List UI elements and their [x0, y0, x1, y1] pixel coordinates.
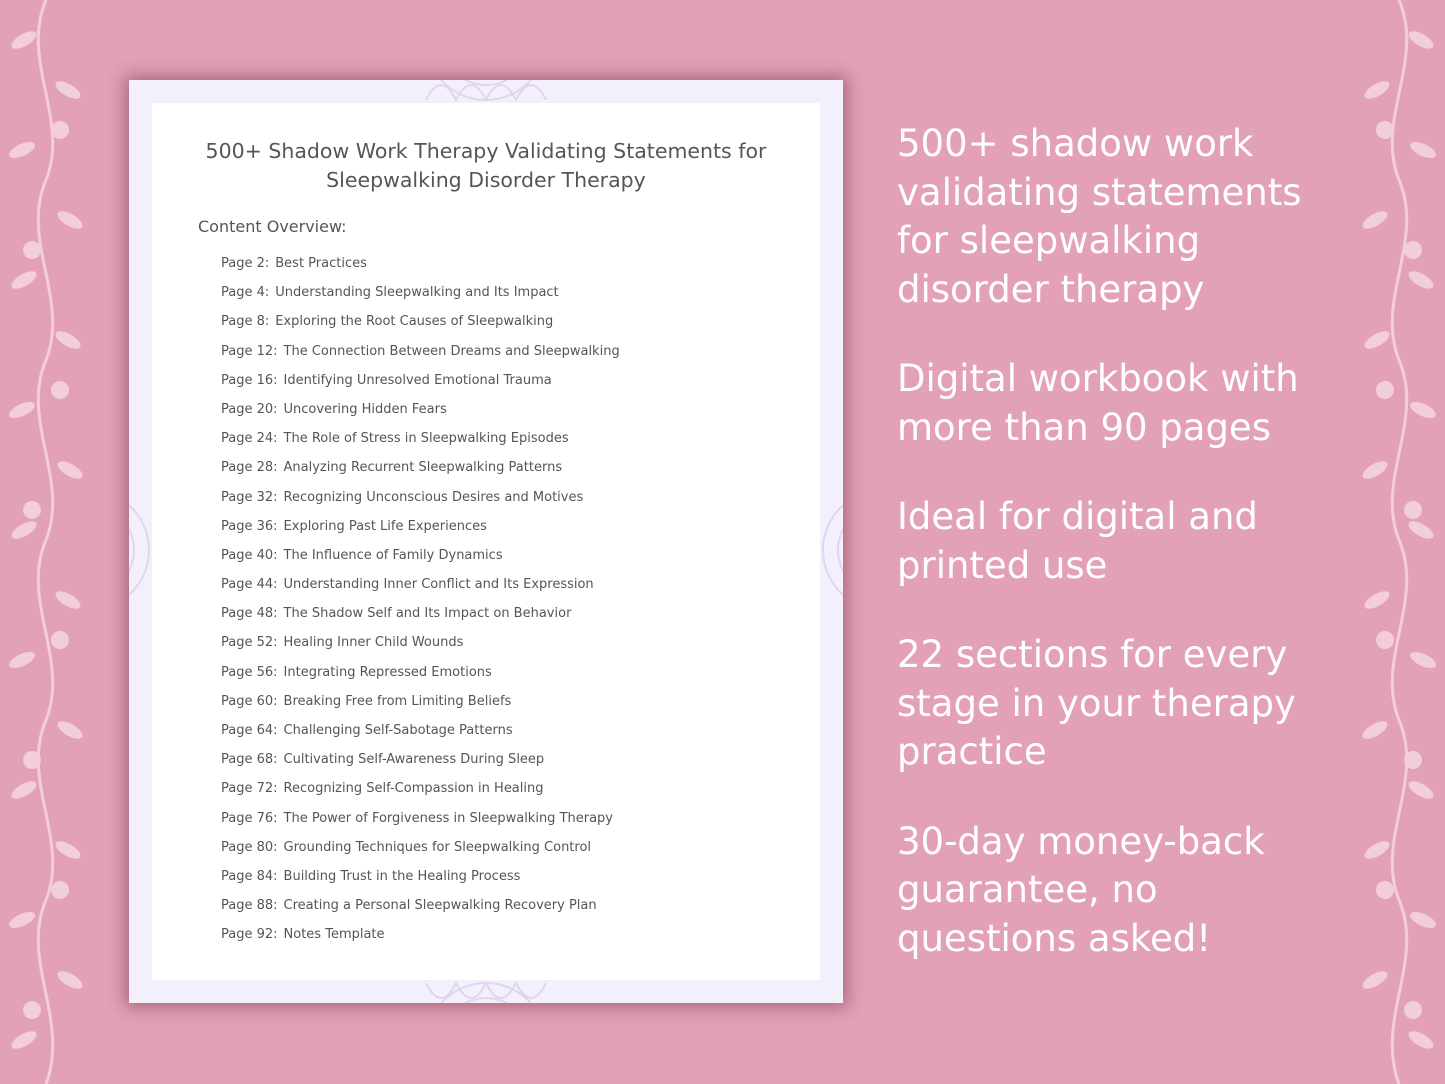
document-title-line-2: Sleepwalking Disorder Therapy: [326, 168, 646, 192]
toc-section-title: Notes Template: [283, 927, 385, 943]
toc-section-title: Best Practices: [275, 256, 367, 271]
toc-page-number: Page 48:: [221, 606, 278, 622]
toc-page-number: Page 52:: [221, 635, 278, 651]
toc-page-number: Page 80:: [221, 839, 278, 855]
toc-page-number: Page 84:: [221, 868, 278, 884]
toc-item: [221, 342, 620, 371]
toc-section-title: The Role of Stress in Sleepwalking Episodes: [283, 431, 569, 447]
toc-item: [221, 546, 620, 575]
toc-item: [221, 779, 620, 808]
feature-text-line: Ideal for digital and: [897, 495, 1258, 538]
toc-item: [221, 458, 620, 487]
toc-item: [221, 692, 620, 721]
toc-section-title: Creating a Personal Sleepwalking Recovery Plan: [283, 898, 597, 914]
feature-text-line: for sleepwalking: [897, 219, 1201, 262]
feature-text-line: more than 90 pages: [897, 405, 1271, 449]
toc-page-number: Page 44:: [221, 577, 278, 593]
toc-item: [221, 867, 620, 896]
toc-page-number: Page 88:: [221, 898, 278, 914]
toc-page-number: Page 16:: [221, 372, 278, 388]
toc-item: [221, 663, 620, 692]
toc-page-number: Page 24:: [221, 431, 278, 447]
feature-item: [897, 120, 1337, 314]
feature-text-line: 500+ shadow work: [897, 122, 1254, 165]
toc-section-title: Recognizing Self-Compassion in Healing: [283, 781, 544, 797]
toc-section-title: Exploring Past Life Experiences: [283, 518, 487, 534]
toc-page-number: Page 64:: [221, 723, 278, 738]
toc-item: [221, 575, 620, 604]
document-preview: [129, 80, 843, 1003]
toc-section-title: Breaking Free from Limiting Beliefs: [283, 693, 512, 709]
feature-text-line: printed use: [897, 543, 1108, 587]
toc-page-number: Page 92:: [221, 927, 278, 943]
toc-item: [221, 838, 620, 867]
toc-item: [221, 488, 620, 517]
feature-text-line: 30-day money-back: [897, 819, 1265, 863]
toc-page-number: Page 76:: [221, 810, 278, 826]
toc-item: [221, 429, 620, 458]
toc-item: [221, 283, 620, 312]
toc-section-title: Healing Inner Child Wounds: [283, 635, 464, 651]
table-of-contents: [221, 254, 620, 955]
feature-item: [897, 818, 1337, 964]
toc-item: [221, 517, 620, 546]
toc-section-title: Challenging Self-Sabotage Patterns: [283, 723, 513, 738]
floral-vine-right-icon: [1353, 0, 1445, 1084]
toc-page-number: Page 28:: [221, 460, 278, 476]
toc-section-title: Building Trust in the Healing Process: [283, 868, 521, 884]
toc-item: [221, 400, 620, 429]
feature-text-line: validating statements: [897, 170, 1302, 214]
document-page: [152, 103, 820, 980]
toc-item: [221, 809, 620, 838]
toc-item: [221, 604, 620, 633]
toc-item: [221, 371, 620, 400]
toc-section-title: Uncovering Hidden Fears: [283, 401, 447, 417]
content-overview-label: Content Overview:: [198, 217, 347, 236]
toc-section-title: Understanding Inner Conflict and Its Expression: [283, 577, 594, 593]
toc-item: [221, 633, 620, 662]
toc-page-number: Page 20:: [221, 401, 278, 417]
toc-section-title: Recognizing Unconscious Desires and Motives: [283, 489, 584, 505]
document-title: [172, 137, 800, 195]
feature-text-line: 22 sections for every: [897, 633, 1288, 676]
toc-item: [221, 254, 620, 283]
toc-section-title: Analyzing Recurrent Sleepwalking Patterns: [283, 460, 563, 476]
toc-item: [221, 312, 620, 341]
feature-text-line: practice: [897, 730, 1047, 773]
document-title-line-1: 500+ Shadow Work Therapy Validating Statements for: [205, 139, 767, 163]
toc-page-number: Page 68:: [221, 752, 278, 768]
toc-page-number: Page 12:: [221, 343, 278, 359]
toc-page-number: Page 8:: [221, 314, 270, 330]
toc-page-number: Page 36:: [221, 518, 278, 534]
toc-section-title: Identifying Unresolved Emotional Trauma: [283, 372, 552, 388]
toc-item: [221, 925, 620, 954]
toc-item: [221, 721, 620, 750]
toc-section-title: Exploring the Root Causes of Sleepwalking: [275, 314, 554, 330]
toc-page-number: Page 4:: [221, 285, 270, 301]
floral-vine-left-icon: [0, 0, 92, 1084]
feature-text-line: questions asked!: [897, 916, 1212, 960]
toc-section-title: Grounding Techniques for Sleepwalking Control: [283, 839, 592, 855]
feature-text-line: stage in your therapy: [897, 681, 1296, 725]
toc-section-title: Cultivating Self-Awareness During Sleep: [283, 752, 545, 768]
feature-item: [897, 355, 1337, 452]
feature-list: [897, 120, 1337, 1004]
toc-section-title: Integrating Repressed Emotions: [283, 664, 492, 680]
toc-item: [221, 896, 620, 925]
toc-page-number: Page 40:: [221, 547, 278, 563]
toc-page-number: Page 2:: [221, 256, 270, 271]
toc-page-number: Page 72:: [221, 781, 278, 797]
toc-page-number: Page 56:: [221, 664, 278, 680]
toc-page-number: Page 60:: [221, 693, 278, 709]
toc-section-title: The Connection Between Dreams and Sleepwalking: [283, 343, 620, 359]
feature-text-line: disorder therapy: [897, 267, 1205, 311]
toc-section-title: The Power of Forgiveness in Sleepwalking Therapy: [283, 810, 613, 826]
toc-page-number: Page 32:: [221, 489, 278, 505]
feature-item: [897, 493, 1337, 590]
toc-section-title: The Shadow Self and Its Impact on Behavior: [283, 606, 572, 622]
feature-text-line: guarantee, no: [897, 868, 1158, 911]
toc-section-title: The Influence of Family Dynamics: [283, 547, 503, 563]
feature-text-line: Digital workbook with: [897, 357, 1299, 400]
toc-item: [221, 750, 620, 779]
feature-item: [897, 631, 1337, 777]
toc-section-title: Understanding Sleepwalking and Its Impact: [275, 285, 559, 301]
